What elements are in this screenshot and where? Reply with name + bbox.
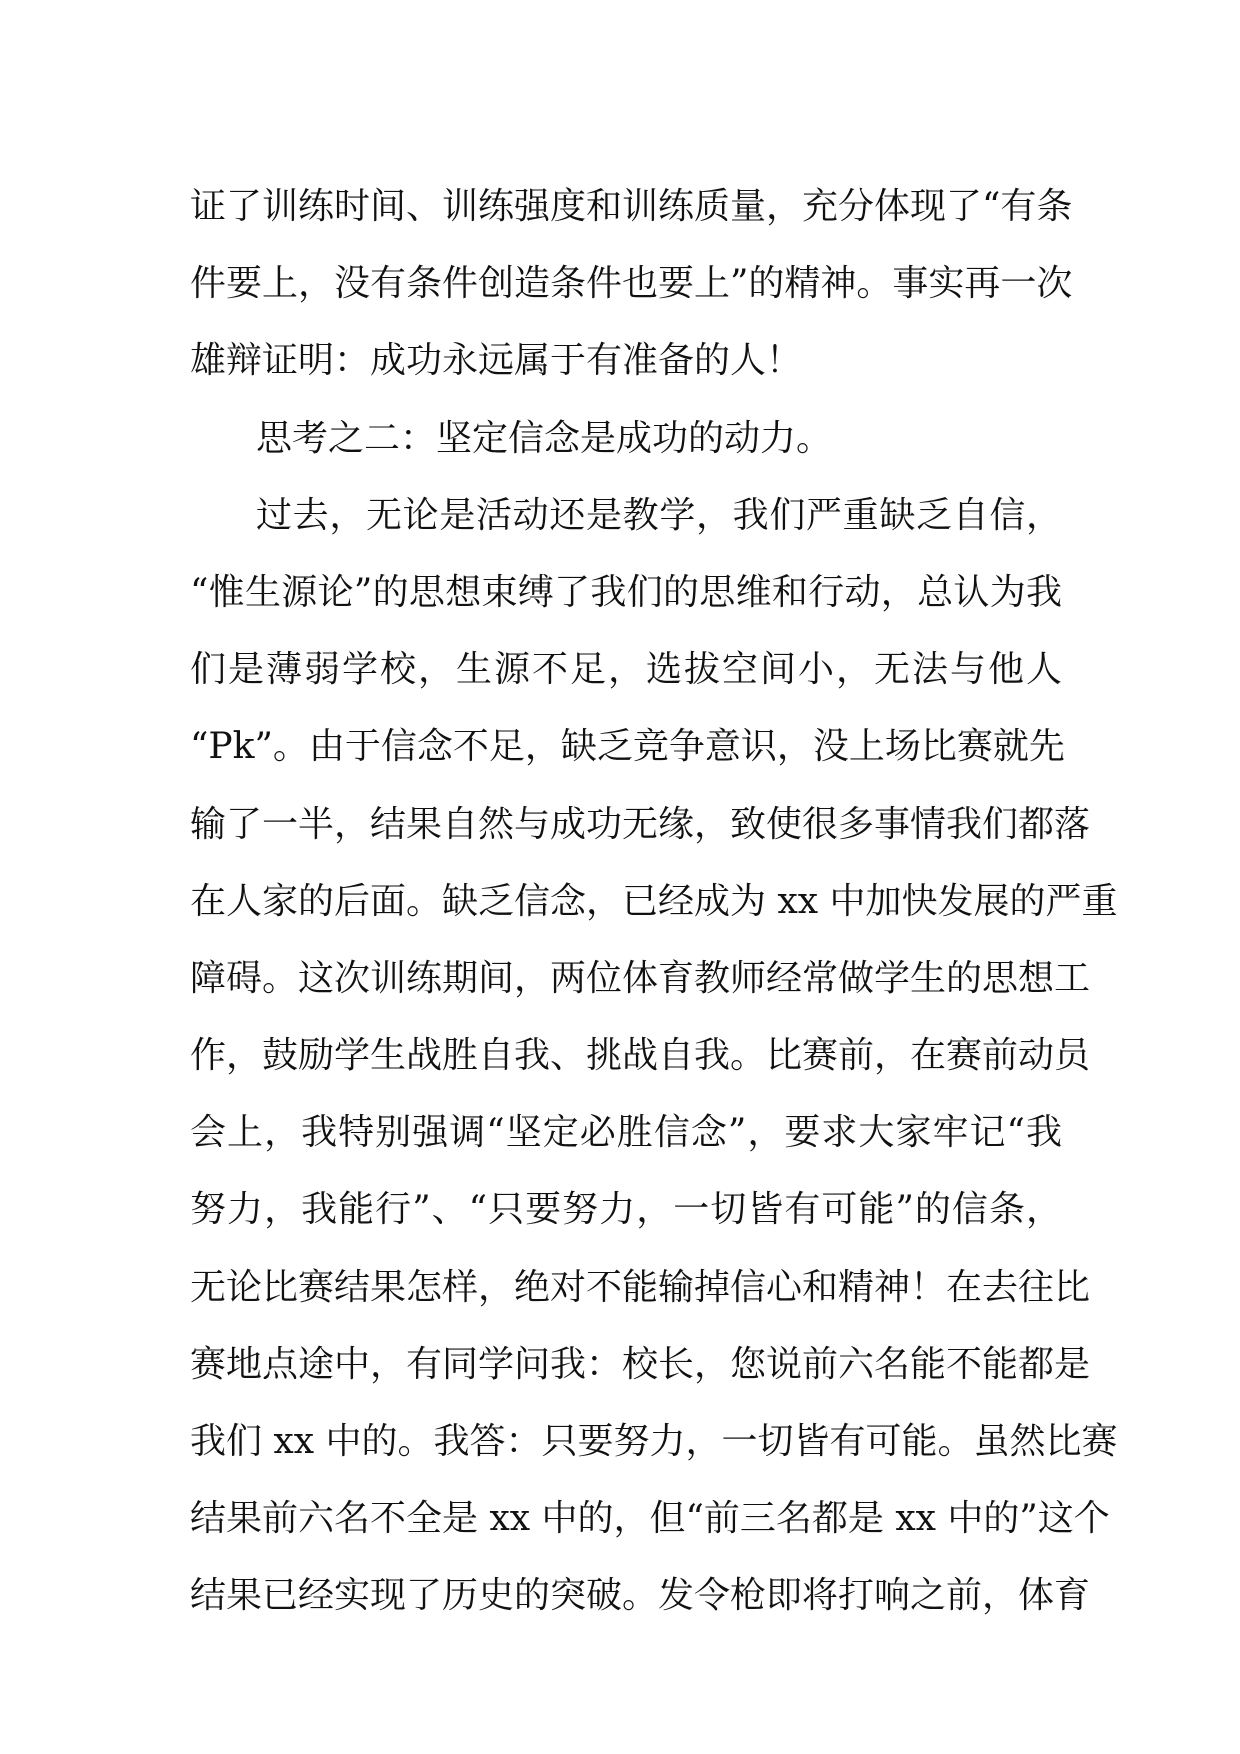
text-line: 无论比赛结果怎样，绝对不能输掉信心和精神！在去往比: [190, 1266, 1091, 1308]
text-line: 雄辩证明：成功永远属于有准备的人！: [190, 340, 803, 382]
text-line: 努力，我能行”、“只要努力，一切皆有可能”的信条，: [190, 1189, 1062, 1231]
text-line: 我们 xx 中的。我答：只要努力，一切皆有可能。虽然比赛: [190, 1421, 1118, 1462]
text-line: 会上，我特别强调“坚定必胜信念”，要求大家牢记“我: [190, 1112, 1062, 1154]
text-line: “Pk”。由于信念不足，缺乏竞争意识，没上场比赛就先: [190, 726, 1065, 768]
text-line: 件要上，没有条件创造条件也要上”的精神。事实再一次: [190, 263, 1073, 305]
text-line: 结果已经实现了历史的突破。发令枪即将打响之前，体育: [190, 1575, 1091, 1617]
text-line: 证了训练时间、训练强度和训练质量，充分体现了“有条: [190, 186, 1073, 227]
text-line: 障碍。这次训练期间，两位体育教师经常做学生的思想工: [190, 957, 1091, 999]
body-text: [190, 168, 1118, 1635]
text-line: 作，鼓励学生战胜自我、挑战自我。比赛前，在赛前动员: [190, 1035, 1091, 1077]
text-line: 们是薄弱学校，生源不足，选拔空间小，无法与他人: [190, 649, 1062, 691]
text-line: 赛地点途中，有同学问我：校长，您说前六名能不能都是: [190, 1343, 1091, 1385]
text-line: “惟生源论”的思想束缚了我们的思维和行动，总认为我: [190, 571, 1062, 613]
text-line: 输了一半，结果自然与成功无缘，致使很多事情我们都落: [190, 803, 1091, 845]
text-line: 过去，无论是活动还是教学，我们严重缺乏自信，: [256, 494, 1062, 536]
text-line: 结果前六名不全是 xx 中的，但“前三名都是 xx 中的”这个: [190, 1498, 1110, 1540]
text-line: 在人家的后面。缺乏信念，已经成为 xx 中加快发展的严重: [190, 880, 1118, 922]
section-heading: 思考之二：坚定信念是成功的动力。: [256, 417, 833, 459]
